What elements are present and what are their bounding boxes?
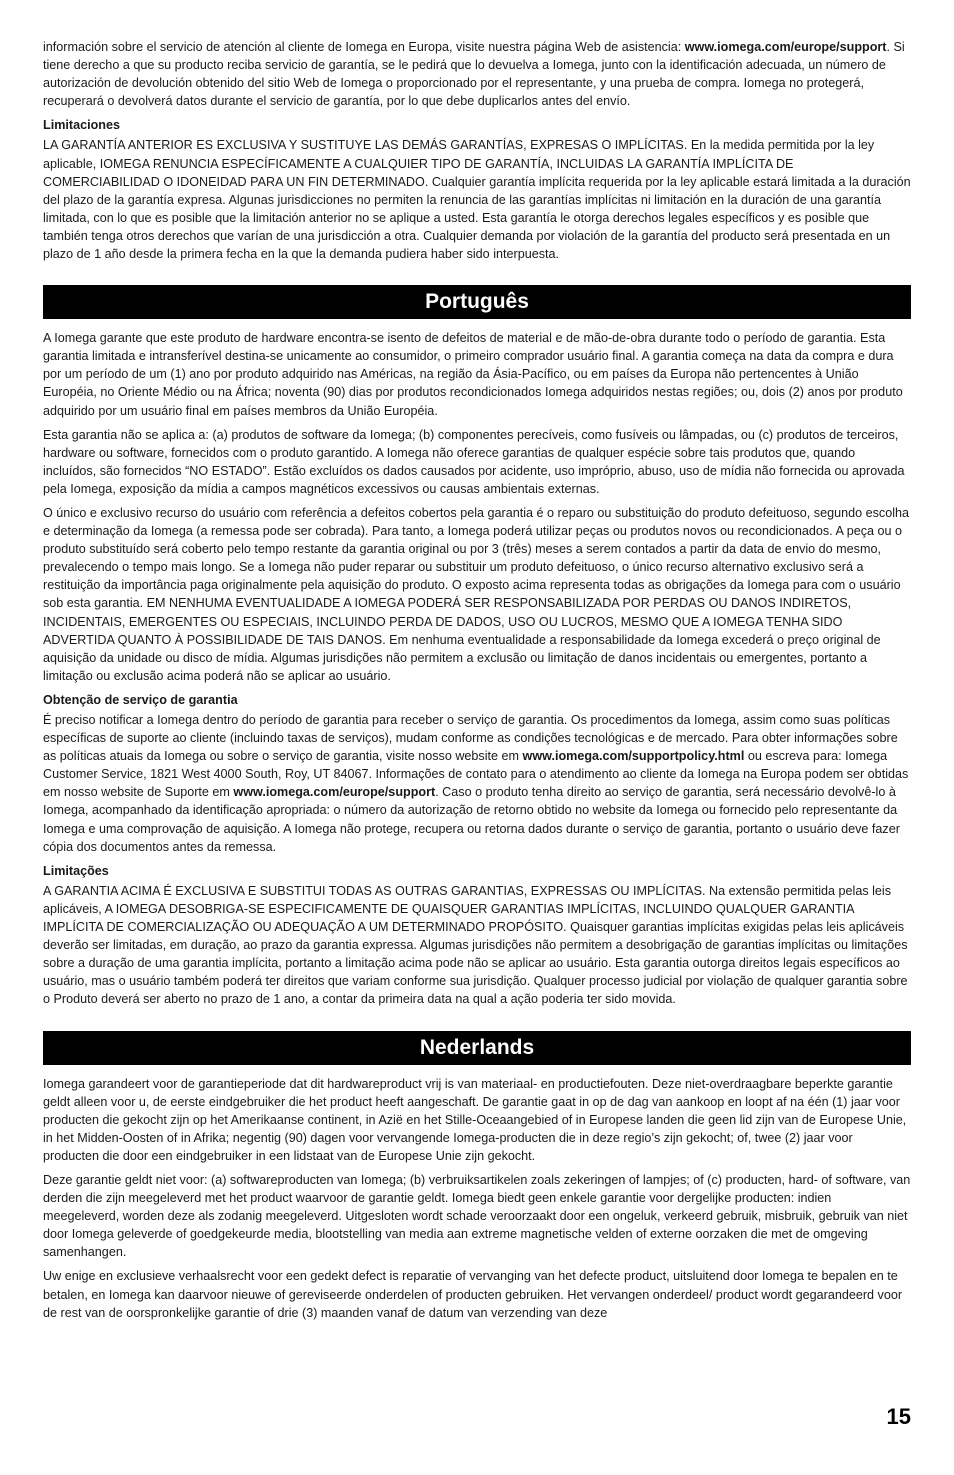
- spanish-support-paragraph: [43, 38, 911, 110]
- spanish-support-link[interactable]: www.iomega.com/europe/support: [684, 40, 887, 54]
- portuguese-service-text-end: . Caso o produto tenha direito ao serviço de garantia, será necessário devolvê-lo à Iomega, acompanhado da identificação apropriada: o número da autorização de retorno obtido no website da Iomega ou fornecido pelo representante da Iomega e uma comprovação de aquisição. A Iomega não protege, recupera ou retorna dados durante o serviço de garantia, portanto o usuário deve fazer cópia dos documentos antes da remessa.: [43, 785, 900, 854]
- spanish-limitations-paragraph: LA GARANTÍA ANTERIOR ES EXCLUSIVA Y SUSTITUYE LAS DEMÁS GARANTÍAS, EXPRESAS O IMPLÍCITAS. En la medida permitida por la ley aplicable, IOMEGA RENUNCIA ESPECÍFICAMENTE A CUALQUIER TIPO DE GARANTÍA, INCLUIDAS LA GARANTÍA IMPLÍCITA DE COMERCIABILIDAD O IDONEIDAD PARA UN FIN DETERMINADO. Cualquier garantía implícita requerida por la ley aplicable estará limitada a la duración del plazo de la garantía expresa. Algunas jurisdicciones no permiten la renuncia de las garantías implícitas ni limitación en la duración de una garantía limitada, con lo que es posible que la limitación anterior no se aplique a usted. Esta garantía le otorga derechos legales específicos y es posible que también tenga otros derechos que varían de una jurisdicción a otra. Cualquier demanda por violación de la garantía del producto será presentada en un plazo de 1 año desde la primera fecha en la que la demanda pudiera haber sido interpuesta.: [43, 138, 911, 262]
- dutch-exclusions-paragraph: Deze garantie geldt niet voor: (a) softwareproducten van Iomega; (b) verbruiksartikelen zoals zekeringen of lampjes; of (c) producten, hard- of software, van derden die zijn meegeleverd met het product waarvoor de garantie geldt. Iomega biedt geen enkele garantie voor dergelijke producten: indien meegeleverd, worden deze als zodanig meegeleverd. Uitgesloten wordt schade veroorzaakt door een ongeluk, verkeerd gebruik, misbruik, gebruik van niet door Iomega geleverde of goedgekeurde media, blootstelling van media aan extreme magnetische velden of externe oorzaken die met de omgeving samenhangen.: [43, 1172, 911, 1260]
- portuguese-service-text-middle: ou escreva para: Iomega Customer Service, 1821 West 4000 South, Roy, UT 84067. Informações de contato para o atendimento ao cliente da Iomega na Europa podem ser obtidas em nosso website de Suporte em: [43, 749, 909, 800]
- portuguese-service-text-start: É preciso notificar a Iomega dentro do período de garantia para receber o serviço de garantia. Os procedimentos da Iomega, assim como suas políticas específicas de suporte ao cliente (incluindo taxas de serviços), mudam conforme as condições tecnológicas e de mercado. Para obter informações sobre as políticas atuais da Iomega ou sobre o serviço de garantia, visite nosso website em: [43, 713, 898, 764]
- portuguese-section-title: Português: [43, 285, 911, 319]
- spanish-section: [43, 38, 911, 263]
- portuguese-section: [43, 285, 911, 1008]
- portuguese-service-paragraph: [43, 711, 911, 856]
- portuguese-exclusions-paragraph: Esta garantia não se aplica a: (a) produtos de software da Iomega; (b) componentes perecíveis, como fusíveis ou lâmpadas, ou (c) produtos de terceiros, hardware ou software, fornecidos com o produto garantido. A Iomega não oferece garantias de qualquer espécie sobre tais produtos que, quando incluídos, são fornecidos “NO ESTADO”. Estão excluídos os dados causados por acidente, uso impróprio, abuso, uso de mídia não fornecida ou aprovada pela Iomega, exposição da mídia a campos magnéticos excessivos ou causas ambientais externas.: [43, 427, 905, 496]
- portuguese-support-policy-link[interactable]: www.iomega.com/supportpolicy.html: [522, 749, 745, 764]
- portuguese-warranty-paragraph: A Iomega garante que este produto de hardware encontra-se isento de defeitos de material e de mão-de-obra durante todo o período de garantia. Esta garantia limitada e intransferível destina-se unicamente ao consumidor, o primeiro comprador usuário final. A garantia começa na data da compra e dura por um período de um (1) ano por produto adquirido nas Américas, na região da Ásia-Pacífico, ou em países da Europa não pertencentes à União Européia, no Oriente Médio ou na África; noventa (90) dias por produtos recondicionados Iomega adquiridos nestas regiões; ou, dois (2) anos por produto adquirido por um usuário final em países membros da União Européia.: [43, 331, 903, 418]
- portuguese-remedy-paragraph: O único e exclusivo recurso do usuário com referência a defeitos cobertos pela garantia é o reparo ou substituição do produto defeituoso, segundo escolha e determinação da Iomega (a remessa pode ser cobrada). Para tanto, a Iomega poderá utilizar peças ou produtos novos ou recondicionados. A peça ou o produto substituído será coberto pelo tempo restante da garantia original ou por 3 (três) meses a serem contados a partir da data de envio do mesmo, prevalecendo o tempo mais longo. Se a Iomega não puder reparar ou substituir um produto defeituoso, o único recurso alternativo exclusivo será a restituição da importância paga originalmente pela aquisição do produto. O exposto acima representa todas as obrigações da Iomega para com o usuário sob esta garantia. EM NENHUMA EVENTUALIDADE A IOMEGA PODERÁ SER RESPONSABILIZADA POR PERDAS OU DANOS INDIRETOS, INCIDENTAIS, EMERGENTES OU ESPECIAIS, INCLUINDO PERDA DE DADOS, USO OU LUCROS, MESMO QUE A IOMEGA TENHA SIDO ADVERTIDA QUANTO À POSSIBILIDADE DE TAIS DANOS. Em nenhuma eventualidade a responsabilidade da Iomega excederá o preço original de aquisição da unidade ou disco de mídia. Algumas jurisdições não permitem a exclusão ou limitação de danos incidentais ou emergentes, portanto a limitação ou exclusão acima poderá não se aplicar ao usuário.: [43, 505, 910, 683]
- dutch-warranty-paragraph: Iomega garandeert voor de garantieperiode dat dit hardwareproduct vrij is van materiaal- en productiefouten. Deze niet-overdraagbare beperkte garantie geldt alleen voor u, de eerste eindgebruiker die het product heeft aangeschaft. De garantie gaat in op de dag van aankoop en loopt af na één (1) jaar voor producten die gekocht zijn op het Amerikaanse continent, in Azië en het Stille-Oceaangebied of in Europese landen die geen lid zijn van de Europese Unie, in het Midden-Oosten of in Afrika; negentig (90) dagen voor vervangende Iomega-producten die in deze regio’s zijn gekocht; of, twee (2) jaar voor producten die door een eindgebruiker in een lidstaat van de Europese Unie zijn gekocht.: [43, 1076, 907, 1163]
- portuguese-europe-support-link[interactable]: www.iomega.com/europe/support: [233, 785, 436, 800]
- dutch-section: [43, 1031, 911, 1322]
- dutch-section-title: Nederlands: [43, 1031, 911, 1065]
- page-number: 15: [886, 1404, 911, 1429]
- portuguese-limitations-heading: Limitações: [43, 863, 109, 878]
- page-content: [43, 38, 911, 1328]
- spanish-support-text-end: . Si tiene derecho a que su producto reciba servicio de garantía, se le pedirá que lo devuelva a Iomega, junto con la identificación adecuada, un número de autorización de devolución obtenido del sitio Web de Iomega o proporcionado por el representante, y una prueba de compra. Iomega no protegerá, recuperará o devolverá datos durante el servicio de garantía, por lo que debe duplicarlos antes del envío.: [43, 40, 905, 109]
- portuguese-service-heading: Obtenção de serviço de garantia: [43, 692, 238, 707]
- dutch-remedy-paragraph: Uw enige en exclusieve verhaalsrecht voor een gedekt defect is reparatie of vervanging van het defecte product, uitsluitend door Iomega te bepalen en te betalen, en Iomega kan daarvoor nieuwe of gereviseerde onderdelen of producten gebruiken. Het vervangen onderdeel/ product wordt gegarandeerd voor de rest van de oorspronkelijke garantie of drie (3) maanden vanaf de datum van verzending van deze: [43, 1269, 903, 1320]
- portuguese-limitations-paragraph: A GARANTIA ACIMA É EXCLUSIVA E SUBSTITUI TODAS AS OUTRAS GARANTIAS, EXPRESSAS OU IMPLÍCITAS. Na extensão permitida pelas leis aplicáveis, A IOMEGA DESOBRIGA-SE ESPECIFICAMENTE DE QUAISQUER GARANTIAS IMPLÍCITAS, INCLUINDO QUALQUER GARANTIA IMPLÍCITA DE COMERCIALIZAÇÃO OU ADEQUAÇÃO A UM DETERMINADO PROPÓSITO. Quaisquer garantias implícitas exigidas pelas leis aplicáveis deverão ser limitadas, em duração, ao prazo da garantia expressa. Algumas jurisdições não permitem a desobrigação de garantias implícitas ou limitações sobre a duração de uma garantia implícita, portanto a limitação acima pode não se aplicar ao usuário. Esta garantia outorga direitos legais específicos ao usuário, mas o usuário também poderá ter direitos que variam conforme sua jurisdição. Qualquer processo judicial por violação de qualquer garantia sobre o Produto deverá ser aberto no prazo de 1 ano, a contar da primeira data na qual a ação poderia ter sido movida.: [43, 883, 908, 1007]
- spanish-support-text-start: información sobre el servicio de atención al cliente de Iomega en Europa, visite nuestra página Web de asistencia:: [43, 40, 685, 54]
- spanish-limitations-heading: Limitaciones: [43, 118, 120, 133]
